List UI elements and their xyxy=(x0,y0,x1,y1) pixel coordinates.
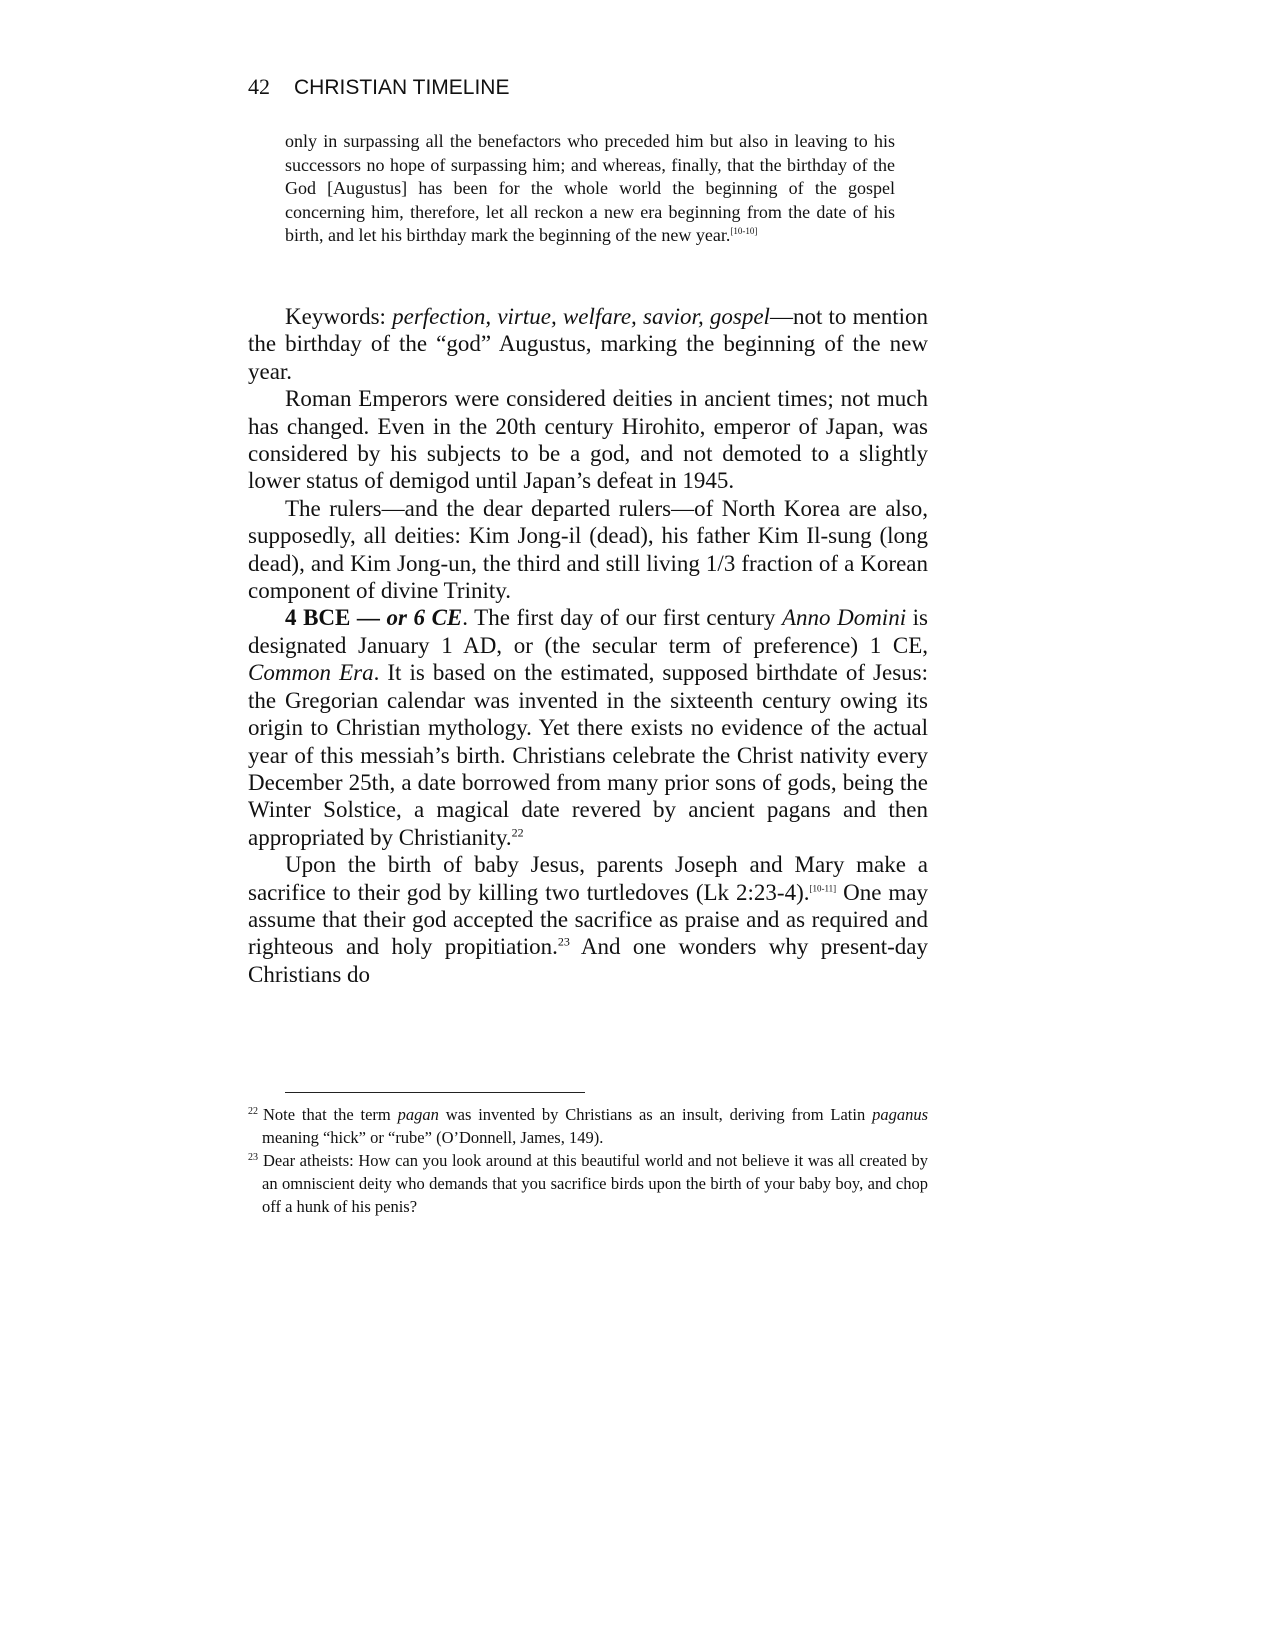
keywords-rest: —not to mention the birthday of the “god” Augustus, marking the beginning of the new year. xyxy=(248,304,928,384)
footnote-number: 22 xyxy=(248,1105,258,1117)
quote-text: only in surpassing all the benefactors who preceded him but also in leaving to his successors no hope of surpassing him; and whereas, finally, that the birthday of the God [Augustus] has been for the whole world the beginning of the gospel concerning him, therefore, let all reckon a new era beginning from the date of his birth, and let his birthday mark the beginning of the new year. xyxy=(285,131,895,246)
body-text xyxy=(248,303,928,988)
footnote-23 xyxy=(248,1149,928,1218)
paragraph-4-bce xyxy=(248,604,928,851)
footnote-marker-22: 22 xyxy=(511,825,524,840)
footnote-22 xyxy=(248,1103,928,1149)
p4-text-1: . The first day of our first century xyxy=(462,605,782,631)
footnote-22-text-2: was invented by Christians as an insult, deriving from Latin xyxy=(438,1105,873,1124)
footnote-22-text-3: meaning “hick” or “rube” (O’Donnell, James, 149). xyxy=(262,1128,604,1147)
term-common-era: Common Era xyxy=(248,660,374,686)
p5-text-1: Upon the birth of baby Jesus, parents Joseph and Mary make a sacrifice to their god by killing two turtledoves (Lk 2:23-4). xyxy=(248,852,928,905)
footnote-divider xyxy=(285,1092,585,1093)
block-quote xyxy=(285,130,895,248)
running-title: CHRISTIAN TIMELINE xyxy=(294,76,510,99)
date-heading-alt: or 6 CE xyxy=(386,605,463,631)
term-pagan: pagan xyxy=(397,1105,439,1124)
paragraph-birth-of-jesus xyxy=(248,851,928,988)
running-header xyxy=(248,74,948,106)
keywords-lead: Keywords: xyxy=(285,304,393,329)
keywords-list: perfection, virtue, welfare, savior, gospel xyxy=(392,304,770,329)
term-paganus: paganus xyxy=(872,1105,928,1124)
footnote-marker-23: 23 xyxy=(557,934,570,949)
p4-text-3: . It is based on the estimated, supposed birthdate of Jesus: the Gregorian calendar was invented in the sixteenth century owing its origin to Christian mythology. Yet there exists no evidence of the actual year of this messiah’s birth. Christians celebrate the Christ nativity every December 25th, a date borrowed from many prior sons of gods, being the Winter Solstice, a magical date revered by ancient pagans and then appropriated by Christianity. xyxy=(248,660,928,850)
paragraph-keywords xyxy=(248,303,928,385)
quote-reference: [10-10] xyxy=(730,226,758,237)
page-number: 42 xyxy=(248,74,270,99)
footnotes xyxy=(248,1103,928,1218)
p5-text-3: And one wonders why present-day Christians do xyxy=(248,934,929,987)
footnote-number: 23 xyxy=(248,1151,258,1163)
p4-text-2: is designated January 1 AD, or (the secular term of preference) 1 CE, xyxy=(248,605,928,658)
footnote-23-text: Dear atheists: How can you look around at this beautiful world and not believe it was all created by an omniscient deity who demands that you sacrifice birds upon the birth of your baby boy, and chop off a hunk of his penis? xyxy=(262,1151,928,1216)
paragraph-roman-emperors: Roman Emperors were considered deities in ancient times; not much has changed. Even in the 20th century Hirohito, emperor of Japan, was considered by his subjects to be a god, and not demoted to a slightly lower status of demigod until Japan’s defeat in 1945. xyxy=(248,386,928,494)
reference-10-11: [10-11] xyxy=(809,882,837,893)
date-heading: 4 BCE — xyxy=(285,605,387,631)
paragraph-north-korea: The rulers—and the dear departed rulers—of North Korea are also, supposedly, all deities: Kim Jong-il (dead), his father Kim Il-sung (long dead), and Kim Jong-un, the third and still living 1/3 fraction of a Korean component of divine Trinity. xyxy=(248,495,928,604)
term-anno-domini: Anno Domini xyxy=(781,605,907,631)
footnote-22-text-1: Note that the term xyxy=(263,1105,398,1124)
p5-text-2: One may assume that their god accepted the sacrifice as praise and as required and righteous and holy propitiation. xyxy=(248,879,928,960)
